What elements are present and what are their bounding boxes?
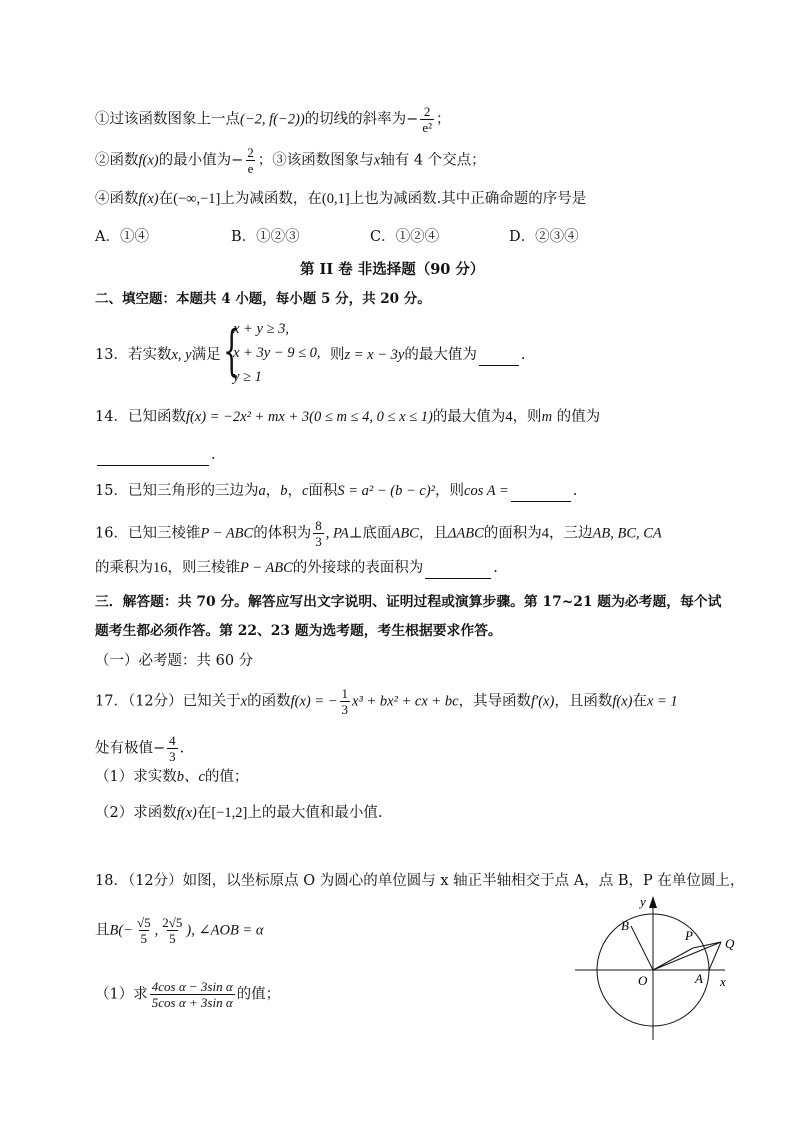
option-b[interactable]: B．①②③ <box>231 229 300 245</box>
text: . <box>572 483 578 499</box>
text: 的最大值为 <box>404 347 477 363</box>
fraction: $\frac{2√5}{5}$ <box>162 915 183 946</box>
label-P: P <box>685 928 693 943</box>
math: x <box>373 152 381 169</box>
question-15 <box>95 480 734 502</box>
math: [−1,2] <box>211 805 248 821</box>
text: 的值； <box>236 986 281 1003</box>
text: ④函数 <box>95 191 139 207</box>
system-brace: { <box>223 319 241 382</box>
text: 处有极值− <box>95 740 166 757</box>
text: 的切线的斜率为− <box>304 111 419 128</box>
question-17-line-2 <box>95 733 734 764</box>
question-16-line-2 <box>95 557 734 579</box>
text: ； <box>436 111 451 128</box>
text: ①过该函数图象上一点 <box>95 111 240 128</box>
question-17-part-1 <box>95 766 734 788</box>
answer-blank[interactable] <box>511 501 571 502</box>
text: ，则 <box>512 409 542 425</box>
fraction: $\frac{8}{3}$ <box>315 518 322 549</box>
text: ，且函数 <box>554 693 613 710</box>
label-O: O <box>638 973 648 988</box>
label-x: x <box>720 974 726 989</box>
text: 轴有 4 个交点； <box>380 152 486 169</box>
section-2-heading: 二、填空题：本题共 4 小题，每小题 5 分，共 20 分。 <box>95 291 431 307</box>
text: 14．已知函数 <box>95 409 186 425</box>
math: f(x) = −2x² + mx + 3(0 ≤ m ≤ 4, 0 ≤ x ≤ 1) <box>185 409 433 425</box>
question-13-tail <box>330 344 734 366</box>
section-3-sub: （一）必考题：共 60 分 <box>95 653 254 669</box>
text: ，则三棱锥 <box>167 560 240 576</box>
math: f′(x) <box>531 693 555 710</box>
constraint-2: x + 3y − 9 ≤ 0, <box>233 345 321 361</box>
text: 且 <box>95 922 110 939</box>
text: 在 <box>196 805 212 821</box>
text: ；③该函数图象与 <box>257 152 374 169</box>
math: 4 <box>505 409 513 425</box>
question-14 <box>95 406 734 428</box>
text: 上的最大值和最小值. <box>247 805 383 821</box>
unit-circle-figure <box>575 888 765 1058</box>
text: ，且 <box>418 525 448 542</box>
text: 上为减函数，在 <box>220 191 322 207</box>
math: f(x) <box>138 152 159 169</box>
text: （1）求 <box>95 986 148 1003</box>
math: f(x) <box>138 191 159 207</box>
fraction: $\frac{1}{3}$ <box>341 686 349 717</box>
math: c <box>301 483 309 499</box>
math: , PA <box>325 525 349 542</box>
text: ，其导函数 <box>458 693 532 710</box>
section-3-line-1: 三．解答题：共 70 分。解答应写出文字说明、证明过程或演算步骤。第 17~21 题为必考题，每个试 <box>95 594 722 610</box>
math: 16 <box>153 560 168 576</box>
text: . <box>520 347 526 363</box>
math: z = x − 3y <box>344 347 405 363</box>
text: 满足 <box>191 347 221 363</box>
statement-4 <box>95 188 734 210</box>
label-B: B <box>621 918 629 933</box>
text: ②函数 <box>95 152 139 169</box>
text: 在 <box>632 693 647 710</box>
question-17 <box>95 686 734 717</box>
math: x <box>240 693 248 710</box>
math: P − ABC <box>240 560 293 576</box>
text: 的乘积为 <box>95 560 153 576</box>
text: . <box>493 560 498 576</box>
label-Q: Q <box>725 936 735 951</box>
text: 的面积为 <box>483 525 542 542</box>
part-2-title: 第 II 卷 非选择题（90 分） <box>300 261 485 278</box>
fraction: $\frac{\text{4cos α − 3sin α}}{\text{5cos α + 3sin α}}$ <box>151 979 233 1010</box>
text: 的函数 <box>247 693 291 710</box>
text: 在 <box>158 191 174 207</box>
math: x, y <box>171 347 192 363</box>
fraction: $\frac{2}{e}$ <box>247 145 254 176</box>
fraction: $\frac{4}{3}$ <box>169 733 176 764</box>
constraint-3: y ≥ 1 <box>233 369 262 385</box>
answer-blank[interactable] <box>479 365 519 366</box>
statement-2-3 <box>95 145 734 176</box>
text: 17．（12分）已知关于 <box>95 693 241 710</box>
text: 的体积为 <box>253 525 312 542</box>
math: S = a² − (b − c)² <box>337 483 436 499</box>
text: ⊥底面 <box>348 525 392 542</box>
label-A: A <box>695 971 703 986</box>
fraction: $\frac{√5}{5}$ <box>136 915 151 946</box>
segment-PQ <box>693 942 721 948</box>
y-arrow <box>649 896 657 908</box>
math: (0,1] <box>321 191 350 207</box>
math: a <box>258 483 266 499</box>
text: 的值； <box>204 769 249 785</box>
text: 则 <box>330 347 345 363</box>
label-y: y <box>640 894 646 909</box>
text: ， <box>265 483 281 499</box>
math: f(x) <box>176 805 197 821</box>
math: cos A = <box>464 483 509 499</box>
math: (−2, f(−2)) <box>240 111 305 128</box>
text: 上也为减函数.其中正确命题的序号是 <box>349 191 587 207</box>
question-16 <box>95 518 734 549</box>
math: f(x) = − <box>290 693 338 710</box>
text: . <box>211 447 216 463</box>
math: , <box>154 922 159 939</box>
math: x³ + bx² + cx + bc <box>352 693 459 710</box>
text: 13．若实数 <box>95 347 172 363</box>
text: 的最小值为− <box>158 152 244 169</box>
text: 的外接球的表面积为 <box>292 560 424 576</box>
constraint-system <box>233 317 321 389</box>
math: (−∞,−1] <box>173 191 221 207</box>
math: f(x) <box>612 693 633 710</box>
math: m <box>541 409 553 425</box>
statement-1 <box>95 104 734 135</box>
math: b <box>280 483 288 499</box>
answer-blank[interactable] <box>97 465 209 466</box>
segment-OB <box>631 926 653 970</box>
text: ，则 <box>435 483 465 499</box>
math: 4 <box>541 525 550 542</box>
math: b、c <box>176 769 205 785</box>
text: 的最大值为 <box>432 409 506 425</box>
math: ABC <box>391 525 419 542</box>
option-c[interactable]: C．①②④ <box>370 229 440 245</box>
math: x = 1 <box>646 693 678 710</box>
question-14-blank-line <box>95 444 734 466</box>
text: 面积 <box>308 483 338 499</box>
section-3-line-2: 题考生都必须作答。第 22、23 题为选考题，考生根据要求作答。 <box>95 623 502 639</box>
text: 的值为 <box>552 409 601 425</box>
math: AB, BC, CA <box>592 525 662 542</box>
text: ，三边 <box>549 525 593 542</box>
option-d[interactable]: D．②③④ <box>509 229 579 245</box>
segment-OP <box>653 948 693 970</box>
math: ), ∠AOB = α <box>186 922 264 939</box>
question-18: 18．（12分）如图，以坐标原点 O 为圆心的单位圆与 x 轴正半轴相交于点 A，点 B，P 在单位圆上， <box>95 873 745 889</box>
math: P − ABC <box>200 525 254 542</box>
text: （2）求函数 <box>95 805 177 821</box>
text: . <box>179 740 185 757</box>
math: ΔABC <box>447 525 484 542</box>
text: （1）求实数 <box>95 769 177 785</box>
math: B(− <box>109 922 133 939</box>
text: 15．已知三角形的三边为 <box>95 483 259 499</box>
fraction: $\frac{2}{\text{e²}}$ <box>422 104 432 135</box>
text: ， <box>287 483 302 499</box>
option-a[interactable]: A．①④ <box>95 229 149 245</box>
answer-blank[interactable] <box>425 578 491 579</box>
constraint-1: x + y ≥ 3, <box>233 321 289 337</box>
question-17-part-2 <box>95 802 734 824</box>
text: 16．已知三棱锥 <box>95 525 201 542</box>
